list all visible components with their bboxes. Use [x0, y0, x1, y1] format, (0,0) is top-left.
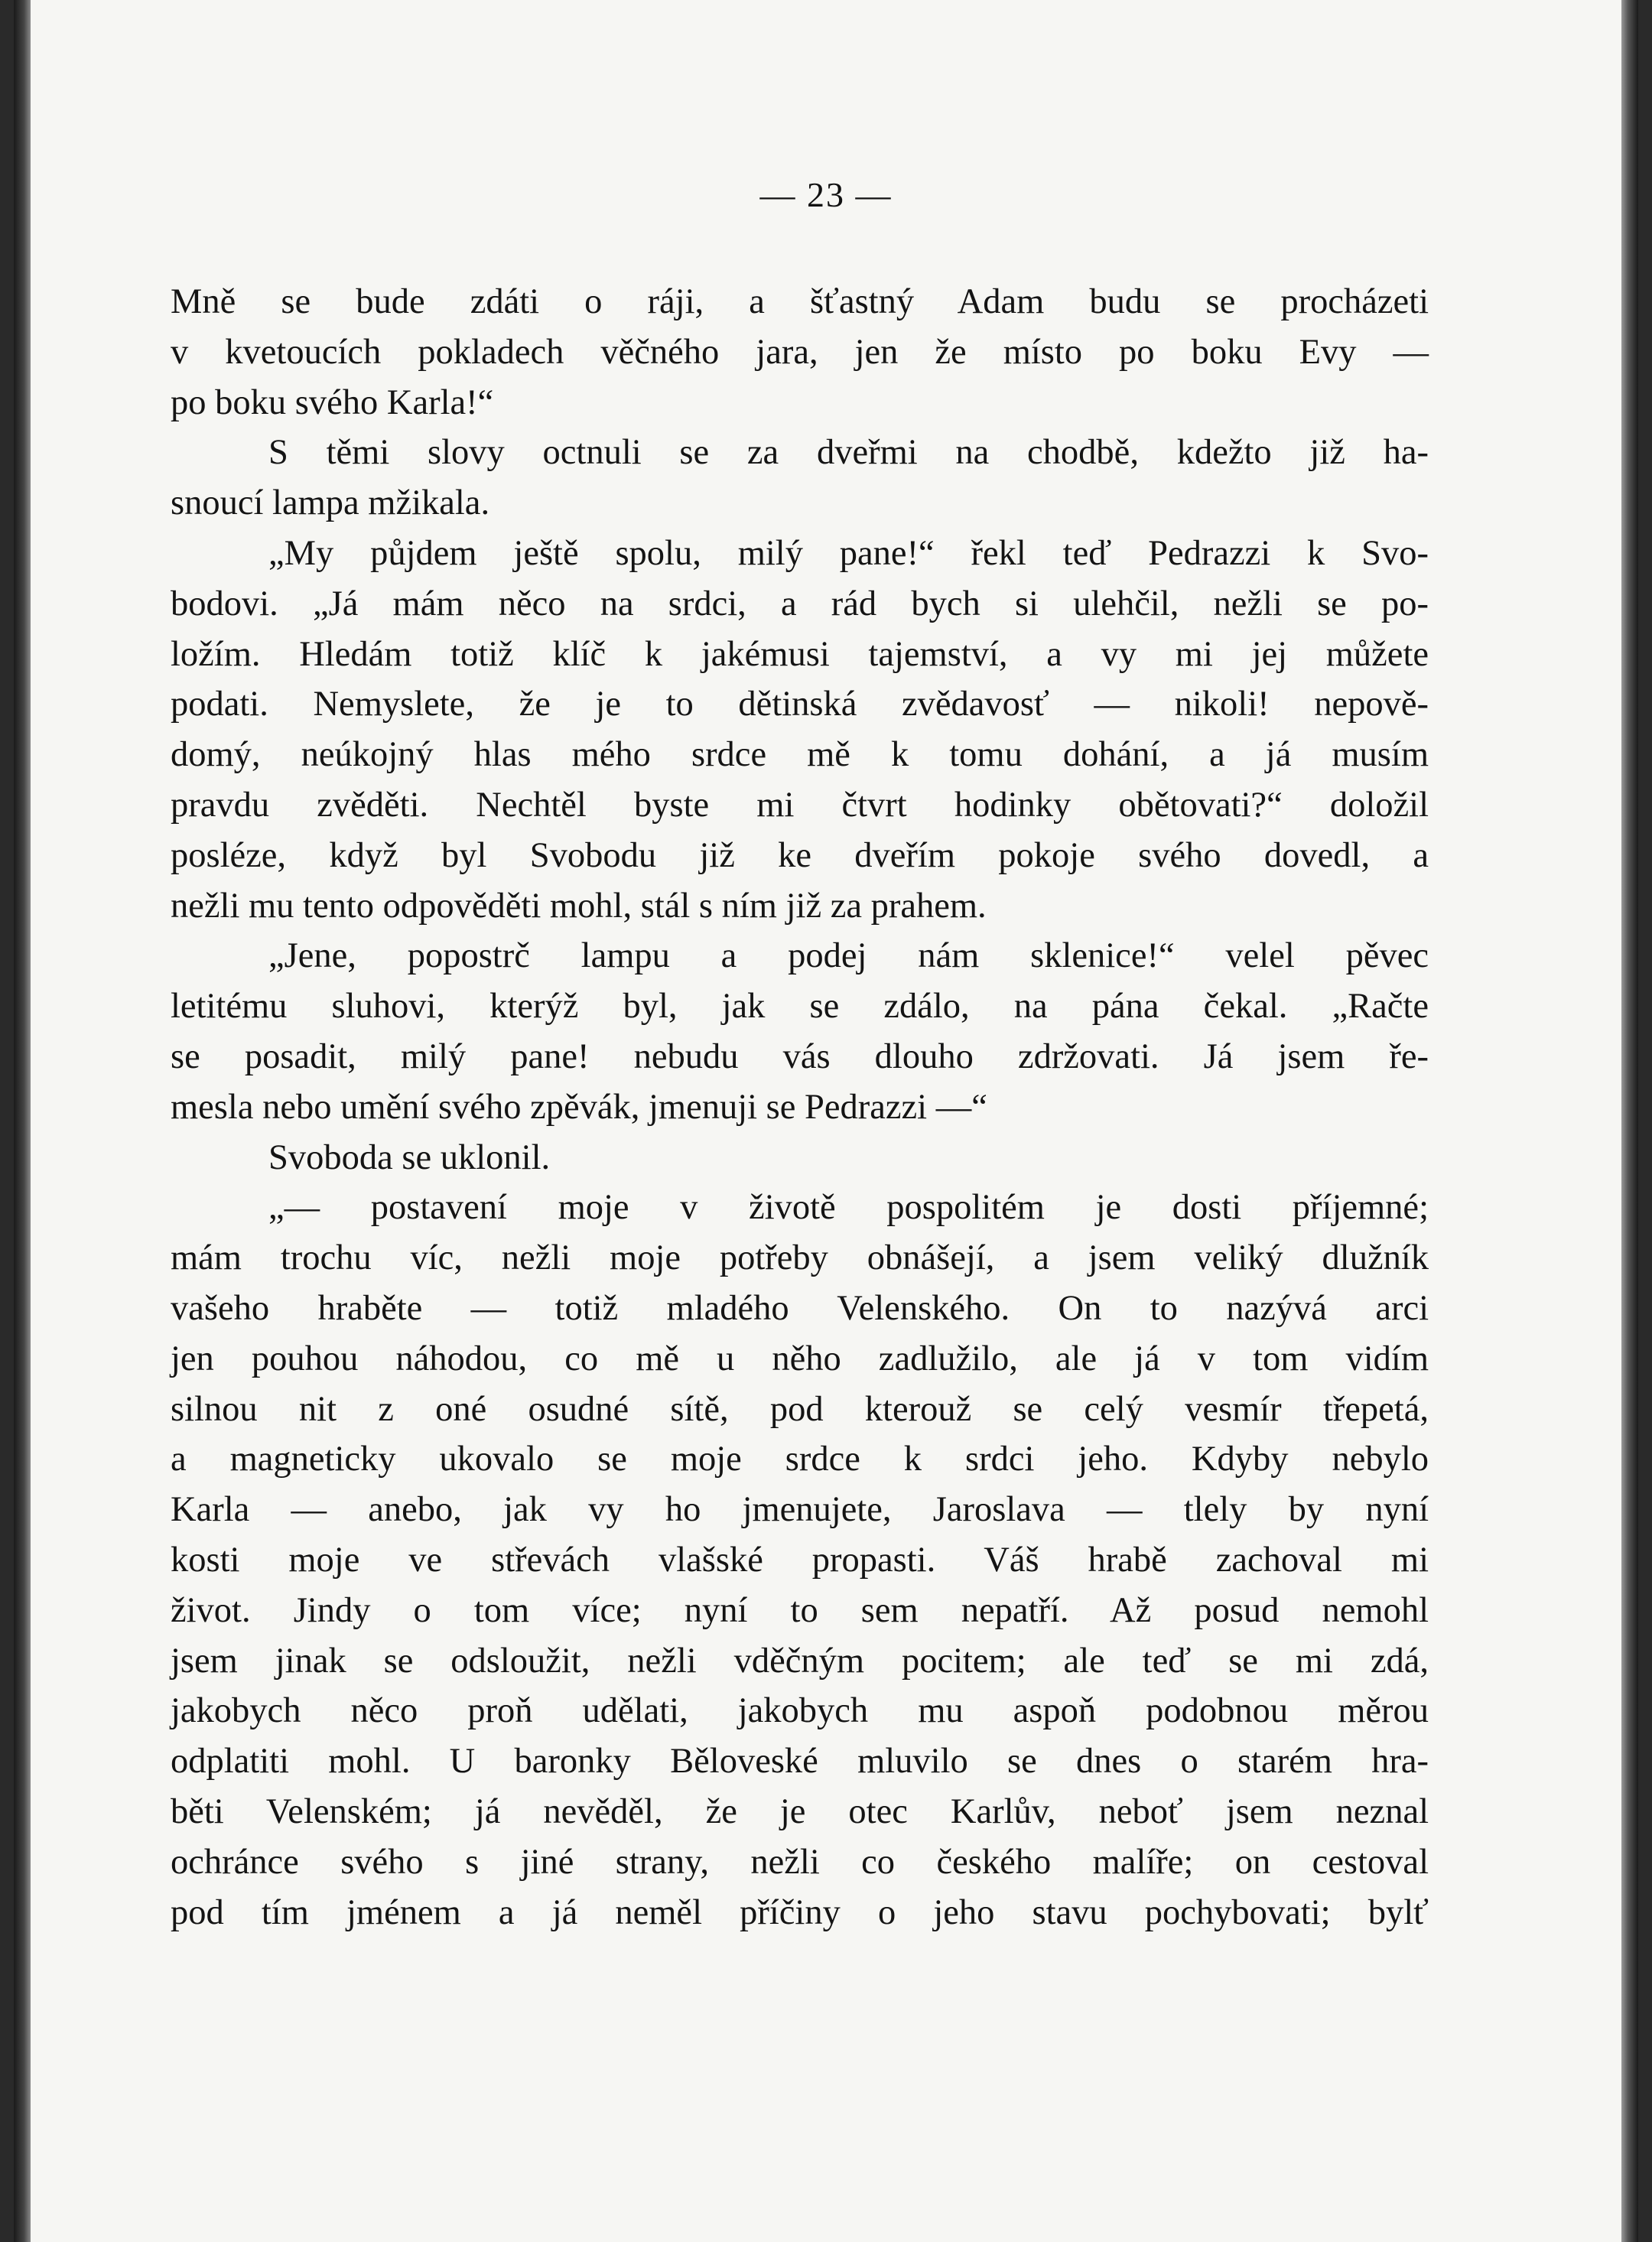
text-line: „— postavení moje v životě pospolitém je dosti příjemné; — [268, 1188, 1429, 1228]
text-line: mesla nebo umění svého zpěvák, jmenuji se Pedrazzi —“ — [171, 1087, 987, 1127]
text-line: mám trochu víc, nežli moje potřeby obnášejí, a jsem veliký dlužník — [171, 1238, 1429, 1278]
text-line: v kvetoucích pokladech věčného jara, jen že místo po boku Evy — — [171, 332, 1429, 372]
text-line: ochránce svého s jiné strany, nežli co českého malíře; on cestoval — [171, 1842, 1429, 1882]
page-edge-left — [14, 0, 31, 2242]
text-line: vašeho hraběte — totiž mladého Velenského. On to nazývá arci — [171, 1288, 1429, 1328]
text-line: Mně se bude zdáti o ráji, a šťastný Adam budu se procházeti — [171, 282, 1429, 321]
text-line: se posadit, milý pane! nebudu vás dlouho zdržovati. Já jsem ře- — [171, 1036, 1429, 1076]
text-line: S těmi slovy octnuli se za dveřmi na chodbě, kdežto již ha- — [268, 433, 1429, 473]
text-line: bodovi. „Já mám něco na srdci, a rád bych si ulehčil, nežli se po- — [171, 584, 1429, 623]
book-page — [14, 0, 1638, 2242]
page-edge-right — [1621, 0, 1638, 2242]
text-line: nežli mu tento odpověděti mohl, stál s ním již za prahem. — [171, 886, 987, 926]
text-line: kosti moje ve střevách vlašské propasti. Váš hrabě zachoval mi — [171, 1540, 1429, 1580]
text-line: ložím. Hledám totiž klíč k jakémusi tajemství, a vy mi jej můžete — [171, 634, 1429, 674]
text-line: „Jene, popostrč lampu a podej nám sklenice!“ velel pěvec — [268, 936, 1429, 976]
text-line: letitému sluhovi, kterýž byl, jak se zdálo, na pána čekal. „Račte — [171, 987, 1429, 1027]
text-line: život. Jindy o tom více; nyní to sem nepatří. Až posud nemohl — [171, 1590, 1429, 1630]
text-line: silnou nit z oné osudné sítě, pod kterouž se celý vesmír třepetá, — [171, 1389, 1429, 1429]
text-line: podati. Nemyslete, že je to dětinská zvědavosť — nikoli! nepově- — [171, 685, 1429, 724]
text-line: Karla — anebo, jak vy ho jmenujete, Jaroslava — tlely by nyní — [171, 1490, 1429, 1530]
text-line: odplatiti mohl. U baronky Běloveské mluvilo se dnes o starém hra- — [171, 1742, 1429, 1782]
text-line: posléze, když byl Svobodu již ke dveřím pokoje svého dovedl, a — [171, 835, 1429, 875]
body-text — [171, 277, 1429, 1938]
text-line: jsem jinak se odsloužit, nežli vděčným pocitem; ale teď se mi zdá, — [171, 1641, 1429, 1681]
text-line: jen pouhou náhodou, co mě u něho zadlužilo, ale já v tom vidím — [171, 1339, 1429, 1378]
text-line: jakobych něco proň udělati, jakobych mu aspoň podobnou měrou — [171, 1691, 1429, 1731]
text-line: běti Velenském; já nevěděl, že je otec Karlův, neboť jsem neznal — [171, 1791, 1429, 1831]
text-line: a magneticky ukovalo se moje srdce k srdci jeho. Kdyby nebylo — [171, 1440, 1429, 1479]
text-line: Svoboda se uklonil. — [268, 1137, 551, 1177]
page-number: — 23 — — [759, 175, 893, 214]
text-line: domý, neúkojný hlas mého srdce mě k tomu dohání, a já musím — [171, 735, 1429, 775]
text-line: pod tím jménem a já neměl příčiny o jeho stavu pochybovati; bylť — [171, 1892, 1429, 1932]
text-line: po boku svého Karla!“ — [171, 382, 494, 422]
text-line: „My půjdem ještě spolu, milý pane!“ řekl teď Pedrazzi k Svo- — [268, 533, 1429, 573]
text-line: pravdu zvěděti. Nechtěl byste mi čtvrt hodinky obětovati?“ doložil — [171, 785, 1429, 825]
text-line: snoucí lampa mžikala. — [171, 483, 490, 523]
